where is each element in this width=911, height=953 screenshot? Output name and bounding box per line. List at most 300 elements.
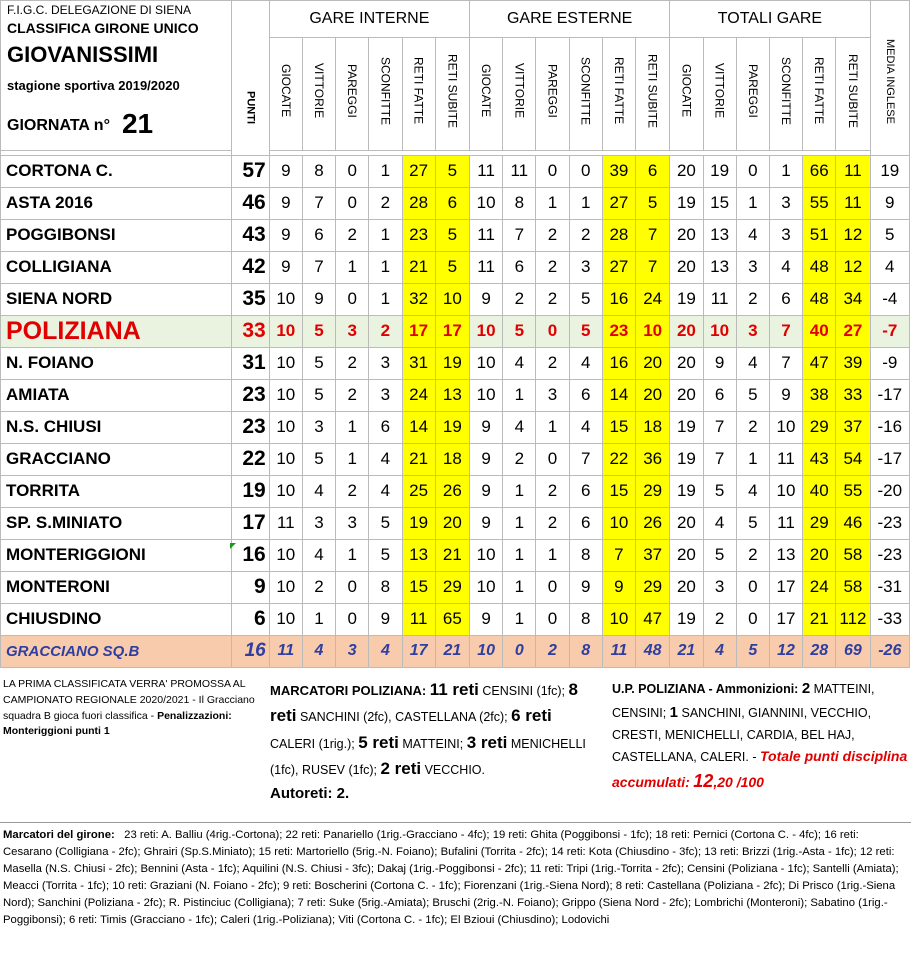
stat-cell: 19 — [670, 411, 703, 443]
stat-cell: 39 — [602, 155, 635, 187]
stat-cell: 2 — [503, 283, 536, 315]
media-inglese: -17 — [870, 443, 909, 475]
media-inglese: 19 — [870, 155, 909, 187]
col-header: GIOCATE — [670, 37, 703, 150]
stat-cell: 10 — [269, 379, 302, 411]
stat-cell: 7 — [602, 539, 635, 571]
stat-cell: 9 — [302, 283, 335, 315]
stat-cell: 21 — [803, 603, 836, 635]
media-inglese: -16 — [870, 411, 909, 443]
stat-cell: 10 — [269, 315, 302, 347]
team-points: 16 — [232, 635, 269, 667]
stat-cell: 15 — [602, 411, 635, 443]
table-row — [1, 283, 910, 315]
stat-cell: 0 — [336, 283, 369, 315]
stat-cell: 27 — [602, 251, 635, 283]
stat-cell: 1 — [569, 187, 602, 219]
table-row — [1, 603, 910, 635]
stat-cell: 29 — [435, 571, 469, 603]
stat-cell: 6 — [569, 507, 602, 539]
col-header: GIOCATE — [269, 37, 302, 150]
stat-cell: 11 — [269, 635, 302, 667]
stat-cell: 20 — [435, 507, 469, 539]
stat-cell: 23 — [402, 219, 435, 251]
stat-cell: 17 — [769, 571, 802, 603]
stat-cell: 4 — [703, 635, 736, 667]
stat-cell: 6 — [569, 475, 602, 507]
stat-cell: 33 — [836, 379, 870, 411]
stat-cell: 112 — [836, 603, 870, 635]
stat-cell: 22 — [602, 443, 635, 475]
stat-cell: 6 — [703, 379, 736, 411]
stat-cell: 19 — [670, 187, 703, 219]
stat-cell: 11 — [703, 283, 736, 315]
team-name: N.S. CHIUSI — [1, 411, 232, 443]
stat-cell: 2 — [536, 475, 569, 507]
team-name: MONTERONI — [1, 571, 232, 603]
stat-cell: 55 — [836, 475, 870, 507]
stat-cell: 0 — [536, 603, 569, 635]
table-row — [1, 443, 910, 475]
table-row — [1, 187, 910, 219]
stat-cell: 2 — [536, 347, 569, 379]
stat-cell: 18 — [636, 411, 670, 443]
team-points: 19 — [232, 475, 269, 507]
media-inglese: 4 — [870, 251, 909, 283]
stat-cell: 5 — [569, 315, 602, 347]
stat-cell: 4 — [736, 347, 769, 379]
stat-cell: 3 — [703, 571, 736, 603]
stat-cell: 7 — [503, 219, 536, 251]
stat-cell: 6 — [302, 219, 335, 251]
table-row — [1, 475, 910, 507]
stat-cell: 31 — [402, 347, 435, 379]
stat-cell: 5 — [369, 507, 402, 539]
media-inglese: 5 — [870, 219, 909, 251]
stat-cell: 66 — [803, 155, 836, 187]
stat-cell: 11 — [470, 251, 503, 283]
stat-cell: 20 — [636, 379, 670, 411]
stat-cell: 26 — [636, 507, 670, 539]
stat-cell: 4 — [769, 251, 802, 283]
stat-cell: 7 — [769, 347, 802, 379]
stat-cell: 13 — [402, 539, 435, 571]
stat-cell: 58 — [836, 571, 870, 603]
stat-cell: 0 — [736, 571, 769, 603]
stat-cell: 2 — [302, 571, 335, 603]
stat-cell: 11 — [836, 155, 870, 187]
media-inglese: -20 — [870, 475, 909, 507]
classifica-line: CLASSIFICA GIRONE UNICO — [1, 19, 232, 37]
stat-cell: 9 — [470, 507, 503, 539]
stat-cell: 27 — [836, 315, 870, 347]
stat-cell: 10 — [470, 539, 503, 571]
stat-cell: 37 — [636, 539, 670, 571]
team-points: 33 — [232, 315, 269, 347]
stat-cell: 4 — [369, 475, 402, 507]
col-header: PAREGGI — [336, 37, 369, 150]
stat-cell: 5 — [736, 507, 769, 539]
stat-cell: 48 — [803, 251, 836, 283]
team-name: SIENA NORD — [1, 283, 232, 315]
stat-cell: 6 — [569, 379, 602, 411]
team-points: 31 — [232, 347, 269, 379]
stat-cell: 21 — [435, 635, 469, 667]
stat-cell: 10 — [269, 443, 302, 475]
team-points: 23 — [232, 411, 269, 443]
stat-cell: 2 — [503, 443, 536, 475]
stat-cell: 7 — [636, 251, 670, 283]
stat-cell: 3 — [769, 219, 802, 251]
stat-cell: 24 — [636, 283, 670, 315]
team-name: COLLIGIANA — [1, 251, 232, 283]
stat-cell: 8 — [302, 155, 335, 187]
media-inglese: -23 — [870, 539, 909, 571]
category-title: GIOVANISSIMI — [1, 37, 232, 73]
stat-cell: 10 — [769, 475, 802, 507]
stat-cell: 0 — [536, 155, 569, 187]
stat-cell: 17 — [435, 315, 469, 347]
stat-cell: 2 — [736, 283, 769, 315]
stat-cell: 29 — [803, 507, 836, 539]
stat-cell: 55 — [803, 187, 836, 219]
stat-cell: 28 — [803, 635, 836, 667]
stat-cell: 39 — [836, 347, 870, 379]
stat-cell: 43 — [803, 443, 836, 475]
stat-cell: 0 — [569, 155, 602, 187]
team-name: GRACCIANO — [1, 443, 232, 475]
media-header: MEDIA INGLESE — [870, 1, 909, 156]
team-name: POLIZIANA — [1, 315, 232, 347]
stat-cell: 10 — [269, 283, 302, 315]
team-name: MONTERIGGIONI — [1, 539, 232, 571]
stat-cell: 6 — [503, 251, 536, 283]
stat-cell: 29 — [636, 475, 670, 507]
stat-cell: 2 — [703, 603, 736, 635]
stat-cell: 2 — [336, 379, 369, 411]
stat-cell: 7 — [769, 315, 802, 347]
team-name: CHIUSDINO — [1, 603, 232, 635]
stat-cell: 9 — [269, 155, 302, 187]
stat-cell: 9 — [269, 187, 302, 219]
table-row — [1, 571, 910, 603]
stat-cell: 1 — [369, 251, 402, 283]
stat-cell: 8 — [369, 571, 402, 603]
media-inglese: -7 — [870, 315, 909, 347]
stat-cell: 9 — [269, 251, 302, 283]
stat-cell: 5 — [569, 283, 602, 315]
stat-cell: 4 — [369, 443, 402, 475]
stat-cell: 14 — [602, 379, 635, 411]
stat-cell: 5 — [302, 443, 335, 475]
stat-cell: 19 — [670, 443, 703, 475]
stat-cell: 11 — [503, 155, 536, 187]
stat-cell: 10 — [470, 635, 503, 667]
stat-cell: 1 — [503, 475, 536, 507]
team-points: 57 — [232, 155, 269, 187]
stat-cell: 11 — [269, 507, 302, 539]
stat-cell: 1 — [736, 443, 769, 475]
stat-cell: 10 — [269, 411, 302, 443]
stat-cell: 1 — [336, 443, 369, 475]
stat-cell: 1 — [503, 539, 536, 571]
stat-cell: 21 — [402, 251, 435, 283]
stat-cell: 9 — [470, 411, 503, 443]
stat-cell: 29 — [803, 411, 836, 443]
stat-cell: 46 — [836, 507, 870, 539]
stat-cell: 9 — [470, 475, 503, 507]
stat-cell: 15 — [602, 475, 635, 507]
stat-cell: 16 — [602, 347, 635, 379]
stat-cell: 10 — [602, 507, 635, 539]
stat-cell: 2 — [736, 539, 769, 571]
media-inglese: -31 — [870, 571, 909, 603]
stat-cell: 11 — [470, 155, 503, 187]
stat-cell: 1 — [302, 603, 335, 635]
stat-cell: 26 — [435, 475, 469, 507]
stat-cell: 20 — [670, 539, 703, 571]
col-header: RETI SUBITE — [836, 37, 870, 150]
stat-cell: 11 — [602, 635, 635, 667]
stat-cell: 21 — [670, 635, 703, 667]
stat-cell: 5 — [435, 219, 469, 251]
giornata — [1, 99, 232, 150]
stat-cell: 10 — [636, 315, 670, 347]
stat-cell: 7 — [302, 187, 335, 219]
disciplina-poliziana: U.P. POLIZIANA - Ammonizioni: 2 MATTEINI, CENSINI; 1 SANCHINI, GIANNINI, VECCHIO, CRESTI, MENICHELLI, CARDIA, BEL HAJ, CASTELLANA, CALERI. - Totale punti disciplina accumulati: 12,20 /100 — [612, 680, 908, 792]
stat-cell: 21 — [402, 443, 435, 475]
stat-cell: 20 — [670, 155, 703, 187]
stat-cell: 11 — [470, 219, 503, 251]
stat-cell: 19 — [703, 155, 736, 187]
stat-cell: 5 — [302, 379, 335, 411]
stat-cell: 1 — [536, 539, 569, 571]
stat-cell: 18 — [435, 443, 469, 475]
stat-cell: 9 — [470, 443, 503, 475]
stat-cell: 54 — [836, 443, 870, 475]
stat-cell: 38 — [803, 379, 836, 411]
stat-cell: 0 — [336, 571, 369, 603]
col-header: RETI SUBITE — [636, 37, 670, 150]
table-row — [1, 251, 910, 283]
stat-cell: 2 — [336, 219, 369, 251]
giornata-value: 21 — [121, 108, 154, 140]
stat-cell: 7 — [703, 411, 736, 443]
media-inglese: -17 — [870, 379, 909, 411]
team-points: 6 — [232, 603, 269, 635]
stat-cell: 13 — [703, 251, 736, 283]
team-points: 43 — [232, 219, 269, 251]
media-inglese: -9 — [870, 347, 909, 379]
stat-cell: 11 — [769, 507, 802, 539]
stat-cell: 1 — [336, 251, 369, 283]
stat-cell: 2 — [569, 219, 602, 251]
stat-cell: 20 — [803, 539, 836, 571]
stat-cell: 10 — [769, 411, 802, 443]
col-header: VITTORIE — [302, 37, 335, 150]
stat-cell: 3 — [736, 315, 769, 347]
stat-cell: 3 — [336, 507, 369, 539]
stat-cell: 19 — [402, 507, 435, 539]
stat-cell: 9 — [269, 219, 302, 251]
stat-cell: 4 — [569, 347, 602, 379]
stat-cell: 1 — [536, 187, 569, 219]
team-name: N. FOIANO — [1, 347, 232, 379]
stat-cell: 19 — [670, 283, 703, 315]
stat-cell: 1 — [503, 571, 536, 603]
stat-cell: 4 — [736, 475, 769, 507]
stat-cell: 69 — [836, 635, 870, 667]
stat-cell: 58 — [836, 539, 870, 571]
stat-cell: 4 — [302, 539, 335, 571]
team-name: TORRITA — [1, 475, 232, 507]
team-name: GRACCIANO SQ.B — [1, 635, 232, 667]
stat-cell: 8 — [569, 603, 602, 635]
stat-cell: 5 — [736, 379, 769, 411]
stat-cell: 4 — [736, 219, 769, 251]
stat-cell: 10 — [470, 187, 503, 219]
team-points: 46 — [232, 187, 269, 219]
media-inglese: -23 — [870, 507, 909, 539]
team-points: 35 — [232, 283, 269, 315]
stat-cell: 28 — [602, 219, 635, 251]
group-totali: TOTALI GARE — [670, 1, 870, 38]
col-header: SCONFITTE — [369, 37, 402, 150]
stat-cell: 10 — [470, 315, 503, 347]
stat-cell: 6 — [769, 283, 802, 315]
stat-cell: 3 — [769, 187, 802, 219]
stat-cell: 0 — [736, 603, 769, 635]
stat-cell: 16 — [602, 283, 635, 315]
stat-cell: 10 — [269, 347, 302, 379]
stat-cell: 2 — [536, 635, 569, 667]
stat-cell: 4 — [503, 347, 536, 379]
stat-cell: 65 — [435, 603, 469, 635]
team-points: 16 — [232, 539, 269, 571]
stat-cell: 40 — [803, 475, 836, 507]
stat-cell: 13 — [769, 539, 802, 571]
stat-cell: 2 — [536, 219, 569, 251]
stat-cell: 17 — [769, 603, 802, 635]
stat-cell: 17 — [402, 635, 435, 667]
team-name: POGGIBONSI — [1, 219, 232, 251]
table-row — [1, 635, 910, 667]
stat-cell: 5 — [736, 635, 769, 667]
stat-cell: 34 — [836, 283, 870, 315]
table-row — [1, 155, 910, 187]
stat-cell: 10 — [470, 571, 503, 603]
stat-cell: 48 — [636, 635, 670, 667]
stat-cell: 1 — [336, 411, 369, 443]
stat-cell: 10 — [703, 315, 736, 347]
media-inglese: 9 — [870, 187, 909, 219]
stat-cell: 7 — [569, 443, 602, 475]
stat-cell: 20 — [636, 347, 670, 379]
stat-cell: 27 — [602, 187, 635, 219]
stat-cell: 9 — [703, 347, 736, 379]
stat-cell: 10 — [470, 347, 503, 379]
col-header: PAREGGI — [536, 37, 569, 150]
stat-cell: 0 — [336, 187, 369, 219]
stat-cell: 4 — [302, 635, 335, 667]
team-points: 17 — [232, 507, 269, 539]
stat-cell: 1 — [736, 187, 769, 219]
stat-cell: 9 — [602, 571, 635, 603]
col-header: GIOCATE — [470, 37, 503, 150]
col-header: RETI FATTE — [402, 37, 435, 150]
stat-cell: 40 — [803, 315, 836, 347]
stat-cell: 5 — [302, 315, 335, 347]
marcatori-girone: Marcatori del girone: 23 reti: A. Balliu (4rig.-Cortona); 22 reti: Panariello (1rig.-Gracciano - 4fc); 19 reti: Ghita (Poggibonsi - 1fc); 18 reti: Pernici (Cortona C. - 4fc); 16 reti: Cesarano (Colligiana - 2fc); Ghrairi (Sp.S.Miniato); 15 reti: Martoriello (5rig.-N. Foiano); Bufalini (Torrita - 2fc); 14 reti: Kota (Chiusdino - 3fc); 13 reti: Brizzi (1rig.-Asta - 1fc); 12 reti: Masella (N.S. Chiusi - 2fc); Bennini (Asta - 1fc); Aquilini (N.S. Chiusi - 3fc); Dakaj (1rig.-Poggibonsi - 2fc); 11 reti: Tripi (1rig.-Torrita - 2fc); Censini (Poliziana - 1fc); Santelli (Amiata); Meacci (Torrita - 1fc); 10 reti: Graziani (N. Foiano - 2fc); 9 reti: Boscherini (Cortona C. - 1fc); Fiorenzani (1rig.-Siena Nord); 8 reti: Castellana (Poliziana - 2fc); Di Prisco (1rig.-Siena Nord); Sanchini (Poliziana - 2fc); R. Pistinciuc (Colligiana); 7 reti: Suke (5rig.-Amiata); Bruschi (2rig.-N. Foiano); Grippo (Siena Nord - 2fc); Lombrichi (Monteroni); Sabatino (1rig.-Poggibonsi); 6 reti: Timis (Gracciano - 1fc); Caleri (1rig.-Poliziana); Viti (Cortona C. - 1fc); El Bzioui (Chiusdino); Lodovichi — [3, 829, 899, 926]
stat-cell: 5 — [302, 347, 335, 379]
stat-cell: 2 — [536, 251, 569, 283]
stat-cell: 4 — [503, 411, 536, 443]
stat-cell: 1 — [369, 219, 402, 251]
stat-cell: 47 — [636, 603, 670, 635]
stat-cell: 23 — [602, 315, 635, 347]
stat-cell: 0 — [736, 155, 769, 187]
table-row — [1, 347, 910, 379]
col-header: VITTORIE — [703, 37, 736, 150]
stat-cell: 19 — [670, 603, 703, 635]
stat-cell: 7 — [302, 251, 335, 283]
stat-cell: 11 — [402, 603, 435, 635]
stat-cell: 9 — [369, 603, 402, 635]
stat-cell: 28 — [402, 187, 435, 219]
stat-cell: 1 — [503, 379, 536, 411]
stat-cell: 0 — [536, 571, 569, 603]
stat-cell: 21 — [435, 539, 469, 571]
stat-cell: 3 — [536, 379, 569, 411]
stat-cell: 24 — [402, 379, 435, 411]
stat-cell: 2 — [369, 187, 402, 219]
media-inglese: -33 — [870, 603, 909, 635]
stat-cell: 37 — [836, 411, 870, 443]
stat-cell: 51 — [803, 219, 836, 251]
stat-cell: 1 — [369, 283, 402, 315]
group-esterne: GARE ESTERNE — [470, 1, 670, 38]
team-name: CORTONA C. — [1, 155, 232, 187]
stat-cell: 10 — [269, 539, 302, 571]
team-name: AMIATA — [1, 379, 232, 411]
stat-cell: 9 — [470, 603, 503, 635]
stat-cell: 3 — [336, 635, 369, 667]
col-header: RETI FATTE — [803, 37, 836, 150]
stat-cell: 20 — [670, 347, 703, 379]
stat-cell: 1 — [503, 507, 536, 539]
stat-cell: 19 — [670, 475, 703, 507]
col-header: PAREGGI — [736, 37, 769, 150]
media-inglese: -26 — [870, 635, 909, 667]
stat-cell: 10 — [602, 603, 635, 635]
stat-cell: 4 — [302, 475, 335, 507]
stat-cell: 3 — [736, 251, 769, 283]
stat-cell: 10 — [435, 283, 469, 315]
stat-cell: 12 — [836, 251, 870, 283]
team-name: SP. S.MINIATO — [1, 507, 232, 539]
stat-cell: 4 — [369, 635, 402, 667]
stat-cell: 47 — [803, 347, 836, 379]
stat-cell: 10 — [269, 603, 302, 635]
stat-cell: 27 — [402, 155, 435, 187]
stat-cell: 10 — [269, 475, 302, 507]
stat-cell: 4 — [703, 507, 736, 539]
stat-cell: 3 — [569, 251, 602, 283]
stat-cell: 1 — [769, 155, 802, 187]
stat-cell: 2 — [536, 283, 569, 315]
stat-cell: 9 — [769, 379, 802, 411]
col-header: SCONFITTE — [769, 37, 802, 150]
